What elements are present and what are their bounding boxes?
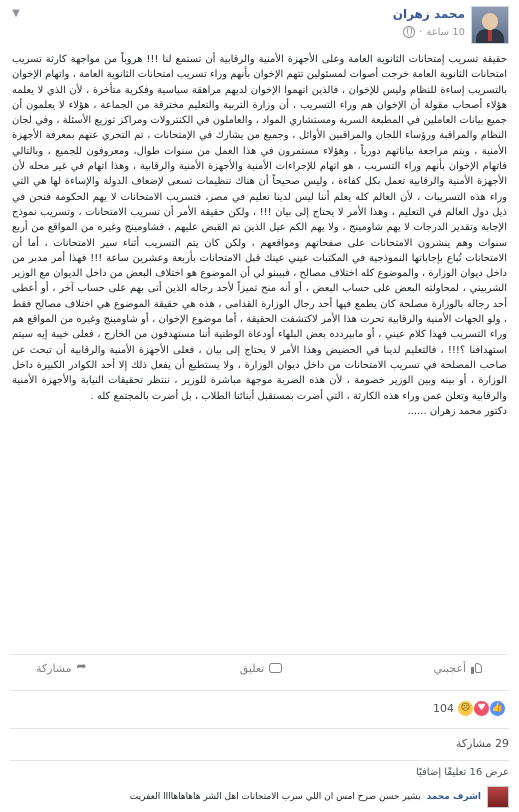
post-time[interactable]: 10 ساعة [426, 26, 465, 38]
like-label: أعجبني [433, 661, 466, 675]
reactions-summary[interactable] [10, 690, 509, 721]
author-avatar[interactable] [471, 6, 509, 44]
share-button[interactable] [36, 662, 89, 675]
separator: · [419, 26, 423, 38]
reaction-count: 104 [433, 701, 454, 715]
avatar-tie [488, 29, 492, 41]
love-reaction-icon: ♥ [474, 701, 489, 716]
like-button[interactable] [433, 662, 483, 675]
commenter-avatar[interactable] [487, 786, 509, 808]
author-name[interactable]: محمد زهران [392, 7, 465, 21]
more-comments-bar [10, 760, 509, 783]
globe-icon[interactable] [403, 26, 415, 38]
post-header [10, 6, 509, 46]
comment-text: بشير حسن صرح امس ان اللي سرب الامتحانات اهل الشر هاهاهاهاااا العفريت [129, 792, 421, 802]
chevron-down-icon[interactable]: ▼ [12, 8, 20, 19]
post-meta [403, 26, 465, 38]
shares-summary[interactable] [10, 728, 509, 755]
view-more-comments-link[interactable]: عرض 16 تعليقًا إضافيًا [415, 766, 509, 778]
comment-button[interactable] [240, 662, 283, 675]
comment-item [10, 786, 509, 808]
like-reaction-icon: 👍 [490, 701, 505, 716]
comment-icon [269, 663, 282, 673]
shares-count: 29 مشاركة [456, 736, 509, 750]
post-body [12, 52, 507, 419]
reaction-icons [458, 701, 505, 716]
action-bar [10, 654, 509, 681]
post-signature: دكتور محمد زهران ...... [407, 405, 507, 417]
thumbs-up-icon [471, 662, 483, 674]
sad-reaction-icon: ☹ [458, 701, 473, 716]
avatar-head [482, 13, 498, 30]
share-icon [77, 662, 89, 674]
commenter-name[interactable]: اشرف محمد [426, 792, 481, 802]
post-text: حقيقة تسريب إمتحانات الثانوية العامة وعلى الأجهزة الأمنية والرقابية أن تستمع لنا !!! هروباً من مواجهة كارثة تسريب امتحانات الثانوية العامة خرجت أصوات لمسئولين تتهم الإخوان بأنهم وراء تسريب امتحانات الثانوية العامة ، واتهام الإخوان بالتسريب إساءة للنظام وليس للإخوان ، فالذين اتهموا الإخوان لديهم مراهقة سياسية وفكرية متأخرة ، لأن الذي لا يعلمه هؤلاء أصحاب مقولة أن الإخوان هم وراء التسريب ، أن وزارة التربية والتعليم مخترقة من الجماعة ، هؤلاء لا يعلمون أن جميع بيانات العاملين في المطبعة السرية ومستشاري المواد ، والعاملون في الكنترولات ومراكز توزيع الأسئلة ، وفي لجان النظام والمراقبة ورؤساء اللجان والمراقبين الأوائل ، وجميع من يشارك في الإمتحانات ، تم التحري عنهم بمعرفة الأجهزة الأمنية ، ويتم مراجعة بياناتهم دورياً ، وهؤلاء مستمرون في هذا العمل من سنوات طوال، ومعروفون للجميع ، وبالتالي فاتهام الإخوان بأنهم وراء التسريب ، هو اتهام للإجراءات الأمنية والأجهزة الأمنية والرقابية ، وهذا اتهام في غير محله لأن الأجهزة الأمنية والرقابية تعمل بكل كفاءة ، وليس صحيحاً أن هناك تنظيمات تسعى لإضعاف الدولة والإساءة لها هي التي وراء هذه التسريبات ، لأن العالم كله يعلم أننا ليس لدينا تعليم في مصر، فتسريب الامتحانات لا يهم الحكومة فنحن في ذيل دول العالم في التعليم ، وهذا الأمر لا يحتاج إلى بيان !!! ، ولكن حقيقة الأمر أن تسريب الامتحانات ، وتسريب نموذج الإجابة وتقدير الدرجات لا يهم شاومينج ، ولا يهم الكم عيل الذين تم القبض عليهم ، فشاومينج وغيره من المواقع من أربع سنوات وهم ينشرون الامتحانات على صفحاتهم ومواقعهم ، ولكن كان يتم التسريب أثناء سير الامتحانات ، أما أن الامتحانات تُباع بإجاباتها النموذجية في المكتبات عيني عينك قبل الامتحانات بأربعة وعشرين ساعة !!! فهذا أمر مدبر من داخل ديوان الوزارة ، والموضوع كله اختلاف مصالح ، فبيبنو لي أن الموضوع هو اختلاف البعض من داخل الديوان مع الوزير الشربيني ، لمحاولته البعض على حساب البعض ، أو أنه منح تميزاً لأحد رجاله الذين أتى بهم على حساب آخر ، أو أعطى أحد رجاله بالوزارة مصلحة كان يطمع فيها أحد رجال الوزارة القدامى ، هذه هي حقيقة الموضوع هي اختلاف مصالح فقط ، ولو الجهات الأمنية والرقابية تحرت هذا الأمر لاكتشفت الحقيقة ، أما موضوع الإخوان ، أو شاومينج وغيره من المواقع هم وراء التسريب فهذا كلام عيني ، أو مابيردده بعض البلهاء أودعاة الوطنية أننا مستهدفون من الخارج ، فعلى خيبة إيه سيتم استهدافنا ؟!!! ، فالتعليم لدينا في الحضيض وهذا الأمر لا يحتاج إلى بيان ، فعلى الأجهزة الأمنية والرقابية أن تبحث عن صاحب المصلحة في تسريب الامتحانات من داخل ديوان الوزارة ، ولا يستطيع أن يفعل ذلك إلا أحد الكوادر الكبيرة داخل الوزارة ، أو بينه وبين الوزير خصومة ، لأن هذه الضربة موجهة مباشرة للوزير ، ننتظر تحقيقات النيابة والأجهزة الأمنية والرقابية وتعلن عمن وراء هذه الكارثة ، التي أضرت بمستقبل أبنائنا الطلاب ، بل أضرت بالمجتمع كله . [12, 54, 507, 402]
share-label: مشاركة [36, 661, 72, 675]
comment-label: تعليق [239, 661, 265, 675]
